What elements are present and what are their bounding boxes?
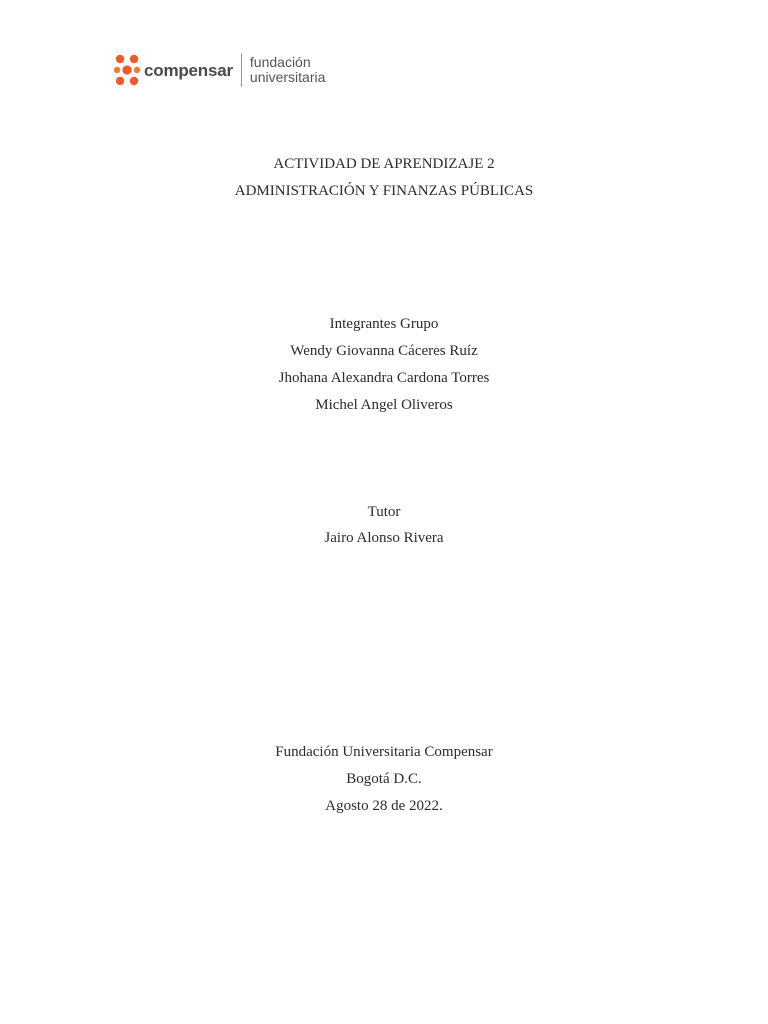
compensar-logo-mark-icon: [113, 53, 143, 87]
member-name: Jhohana Alexandra Cardona Torres: [278, 370, 490, 386]
member-name: Wendy Giovanna Cáceres Ruíz: [290, 343, 478, 359]
tutor-name: Jairo Alonso Rivera: [324, 530, 444, 546]
logo-divider: [241, 53, 242, 87]
logo-subtitle-line-1: fundación: [249, 54, 311, 70]
institution-name: Fundación Universitaria Compensar: [275, 744, 493, 760]
city: Bogotá D.C.: [346, 771, 422, 787]
members-heading: Integrantes Grupo: [329, 316, 439, 332]
activity-title: ACTIVIDAD DE APRENDIZAJE 2: [273, 156, 495, 172]
compensar-logo: [113, 52, 325, 88]
course-title: ADMINISTRACIÓN Y FINANZAS PÚBLICAS: [234, 183, 534, 199]
member-name: Michel Angel Oliveros: [315, 397, 453, 413]
logo-subtitle: [250, 55, 325, 85]
tutor-heading: Tutor: [367, 504, 401, 520]
document-date: Agosto 28 de 2022.: [325, 798, 443, 814]
logo-subtitle-line-2: universitaria: [249, 69, 326, 85]
logo-brand-text: compensar: [144, 61, 233, 80]
